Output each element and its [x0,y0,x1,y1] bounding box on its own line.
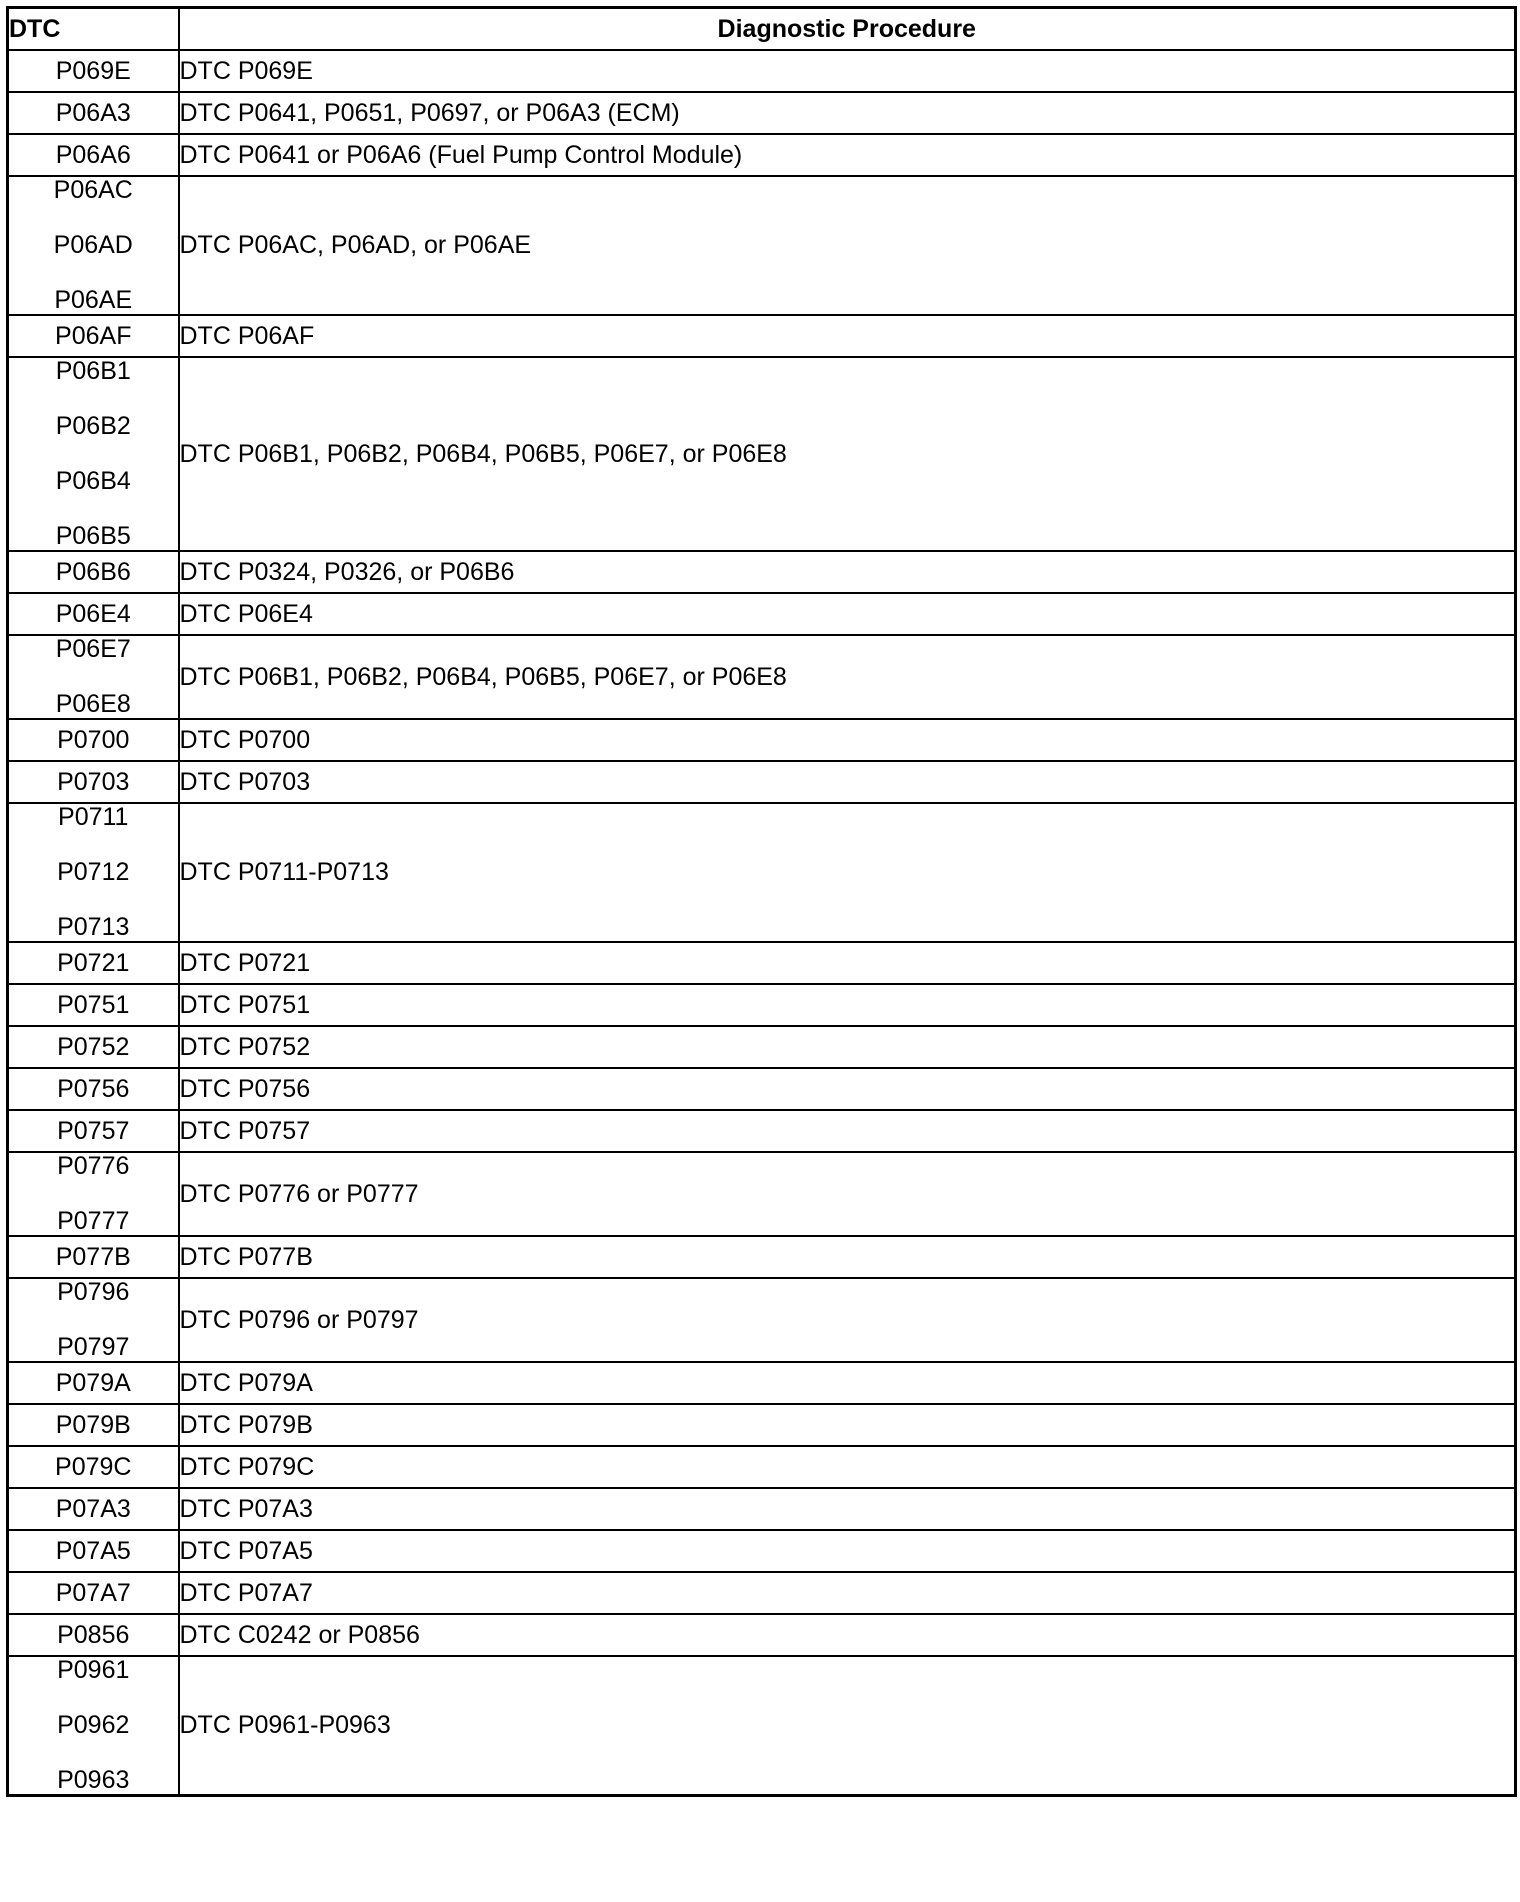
diagnostic-procedure-link[interactable]: DTC P0752 [179,1026,1516,1068]
dtc-code-cell [8,1278,179,1362]
dtc-code: P06B5 [55,522,131,550]
dtc-code: P0700 [57,726,130,754]
dtc-code: P0757 [57,1117,130,1145]
dtc-code-cell [8,1110,179,1152]
dtc-code: P0962 [57,1711,130,1739]
dtc-code: P06AC [53,176,133,204]
dtc-code: P0776 [57,1152,130,1180]
dtc-table-container [6,6,1514,1797]
diagnostic-procedure-link[interactable]: DTC P07A7 [179,1572,1516,1614]
dtc-code-cell [8,134,179,176]
dtc-code: P0797 [57,1333,130,1361]
header-dtc: DTC [8,8,179,51]
diagnostic-procedure-link[interactable]: DTC P0700 [179,719,1516,761]
table-row [8,1278,1516,1362]
dtc-code: P07A3 [55,1495,131,1523]
dtc-code: P0856 [57,1621,130,1649]
dtc-code-cell [8,942,179,984]
table-row [8,984,1516,1026]
dtc-code-cell [8,1614,179,1656]
diagnostic-procedure-link[interactable]: DTC P079C [179,1446,1516,1488]
diagnostic-procedure-link[interactable]: DTC P079A [179,1362,1516,1404]
table-row [8,176,1516,315]
table-row [8,1236,1516,1278]
diagnostic-procedure-link[interactable]: DTC P0324, P0326, or P06B6 [179,551,1516,593]
dtc-code: P0796 [57,1278,130,1306]
dtc-code: P079C [55,1453,132,1481]
dtc-code: P06B1 [55,357,131,385]
dtc-code-cell [8,1026,179,1068]
table-row [8,942,1516,984]
dtc-code-cell [8,1152,179,1236]
table-row [8,719,1516,761]
diagnostic-procedure-link[interactable]: DTC P0641 or P06A6 (Fuel Pump Control Module) [179,134,1516,176]
diagnostic-procedure-link[interactable]: DTC P06AC, P06AD, or P06AE [179,176,1516,315]
dtc-code: P0713 [57,913,130,941]
diagnostic-procedure-link[interactable]: DTC P0961-P0963 [179,1656,1516,1796]
header-diagnostic-procedure: Diagnostic Procedure [179,8,1516,51]
dtc-code: P0712 [57,858,130,886]
dtc-code: P06B4 [55,467,131,495]
table-row [8,1572,1516,1614]
table-row [8,593,1516,635]
dtc-code: P0711 [58,803,129,831]
dtc-code: P06E4 [55,600,131,628]
diagnostic-procedure-link[interactable]: DTC P0711-P0713 [179,803,1516,942]
table-row [8,315,1516,357]
table-row [8,1530,1516,1572]
dtc-code: P06B2 [55,412,131,440]
table-row [8,1110,1516,1152]
dtc-code-cell [8,803,179,942]
dtc-code: P0777 [57,1207,130,1235]
dtc-code-cell [8,1530,179,1572]
table-row [8,134,1516,176]
table-row [8,92,1516,134]
dtc-code: P0721 [57,949,130,977]
dtc-code: P0703 [57,768,130,796]
table-row [8,635,1516,719]
table-row [8,1404,1516,1446]
diagnostic-procedure-link[interactable]: DTC P0751 [179,984,1516,1026]
diagnostic-procedure-link[interactable]: DTC P07A5 [179,1530,1516,1572]
diagnostic-procedure-link[interactable]: DTC C0242 or P0856 [179,1614,1516,1656]
dtc-code-cell [8,984,179,1026]
diagnostic-procedure-link[interactable]: DTC P06B1, P06B2, P06B4, P06B5, P06E7, or P06E8 [179,357,1516,551]
diagnostic-procedure-link[interactable]: DTC P0641, P0651, P0697, or P06A3 (ECM) [179,92,1516,134]
dtc-code-cell [8,593,179,635]
table-row [8,761,1516,803]
table-row [8,1446,1516,1488]
diagnostic-procedure-link[interactable]: DTC P0796 or P0797 [179,1278,1516,1362]
dtc-code: P06B6 [55,558,131,586]
dtc-code: P077B [55,1243,131,1271]
dtc-code-cell [8,1446,179,1488]
dtc-code-cell [8,635,179,719]
diagnostic-procedure-link[interactable]: DTC P0703 [179,761,1516,803]
dtc-code-cell [8,357,179,551]
table-row [8,1026,1516,1068]
dtc-code: P07A5 [55,1537,131,1565]
dtc-code-cell [8,92,179,134]
dtc-code: P06E7 [55,635,131,663]
dtc-code-cell [8,315,179,357]
table-row [8,803,1516,942]
table-row [8,1362,1516,1404]
dtc-code: P079B [55,1411,131,1439]
diagnostic-procedure-link[interactable]: DTC P06E4 [179,593,1516,635]
diagnostic-procedure-link[interactable]: DTC P0757 [179,1110,1516,1152]
dtc-code-cell [8,176,179,315]
diagnostic-procedure-link[interactable]: DTC P079B [179,1404,1516,1446]
dtc-code: P06E8 [55,690,131,718]
dtc-code: P06AD [53,231,133,259]
dtc-code-cell [8,1572,179,1614]
table-header-row [8,8,1516,51]
dtc-code-cell [8,1656,179,1796]
dtc-code: P06A6 [55,141,131,169]
dtc-code-cell [8,1404,179,1446]
dtc-code-cell [8,1362,179,1404]
dtc-code: P069E [55,57,131,85]
dtc-code: P0752 [57,1033,130,1061]
diagnostic-procedure-link[interactable]: DTC P0756 [179,1068,1516,1110]
diagnostic-procedure-link[interactable]: DTC P0721 [179,942,1516,984]
table-row [8,1656,1516,1796]
table-row [8,1488,1516,1530]
dtc-code-cell [8,1488,179,1530]
dtc-code: P06A3 [55,99,131,127]
dtc-code: P06AF [55,322,132,350]
dtc-code-cell [8,719,179,761]
dtc-table [6,6,1517,1797]
diagnostic-procedure-link[interactable]: DTC P06AF [179,315,1516,357]
dtc-code-cell [8,1236,179,1278]
diagnostic-procedure-link[interactable]: DTC P0776 or P0777 [179,1152,1516,1236]
dtc-code: P0751 [57,991,130,1019]
diagnostic-procedure-link[interactable]: DTC P077B [179,1236,1516,1278]
dtc-code: P0961 [57,1656,130,1684]
dtc-code-cell [8,50,179,92]
table-row [8,1152,1516,1236]
dtc-code: P07A7 [55,1579,131,1607]
table-row [8,551,1516,593]
dtc-code: P06AE [54,286,133,314]
dtc-code: P079A [55,1369,131,1397]
table-row [8,1614,1516,1656]
dtc-code-cell [8,551,179,593]
table-row [8,1068,1516,1110]
diagnostic-procedure-link[interactable]: DTC P06B1, P06B2, P06B4, P06B5, P06E7, or P06E8 [179,635,1516,719]
table-row [8,50,1516,92]
table-body [8,50,1516,1796]
table-row [8,357,1516,551]
dtc-code-cell [8,1068,179,1110]
diagnostic-procedure-link[interactable]: DTC P07A3 [179,1488,1516,1530]
dtc-code: P0963 [57,1766,130,1794]
dtc-code-cell [8,761,179,803]
dtc-code: P0756 [57,1075,130,1103]
diagnostic-procedure-link[interactable]: DTC P069E [179,50,1516,92]
